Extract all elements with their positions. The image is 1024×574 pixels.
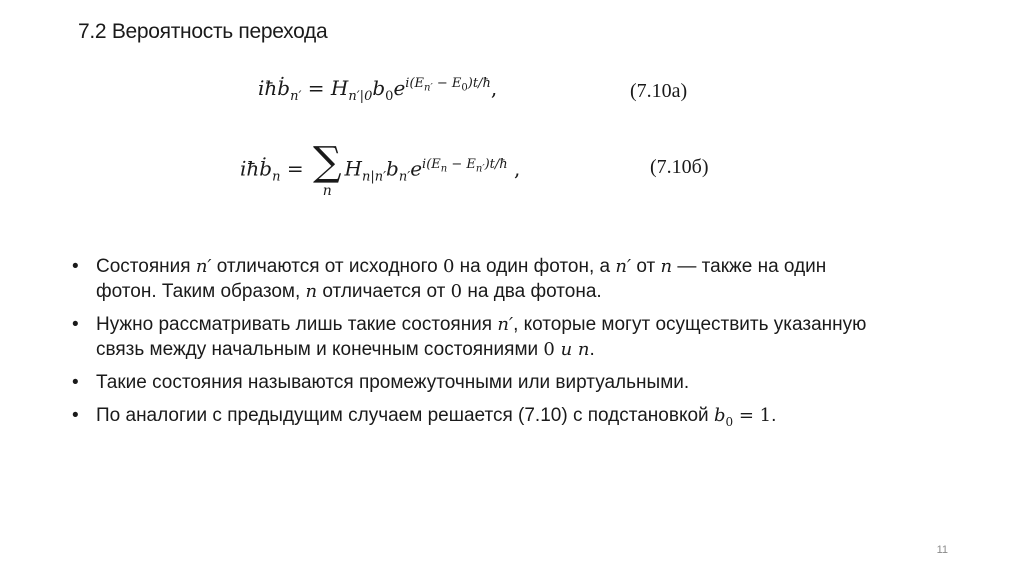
bullet-item: • Состояния n′ отличаются от исходного 0 на один фотон, а n′ от n — также на один фотон. Таким образом, n отличается от 0 на два фотона. [72, 256, 827, 302]
slide-title: 7.2 Вероятность перехода [78, 20, 328, 43]
equation-7-10b: iħḃ$_n$ = ∑ n $H_{n|n'}b_{n'}e^{i(E_n - E_{n'})t/ħ}$ , [240, 139, 521, 199]
bullet-list [72, 254, 892, 443]
summation-sign: ∑ n [312, 139, 342, 199]
page-number: 11 [936, 544, 948, 556]
equation-7-10a: iħḃ$_{n'}$ = $H_{n'|0}b_0e^{i(E_{n'} - E_0)t/ħ}$, [258, 76, 498, 104]
equation-number-7-10a: (7.10a) [630, 80, 688, 102]
bullet-item: • Нужно рассматривать лишь такие состояния n′, которые могут осуществить указанную связь между начальным и конечным состояниями 0 и n. [72, 314, 867, 360]
bullet-dot: • [72, 372, 79, 393]
equation-number-7-10b: (7.10б) [650, 156, 709, 178]
bullet-item: • По аналогии с предыдущим случаем решается (7.10) с подстановкой $b_0 = 1$. [72, 405, 777, 429]
bullet-dot: • [72, 405, 79, 426]
bullet-dot: • [72, 314, 79, 335]
bullet-dot: • [72, 256, 79, 277]
bullet-item: • Такие состояния называются промежуточными или виртуальными. [72, 372, 690, 393]
